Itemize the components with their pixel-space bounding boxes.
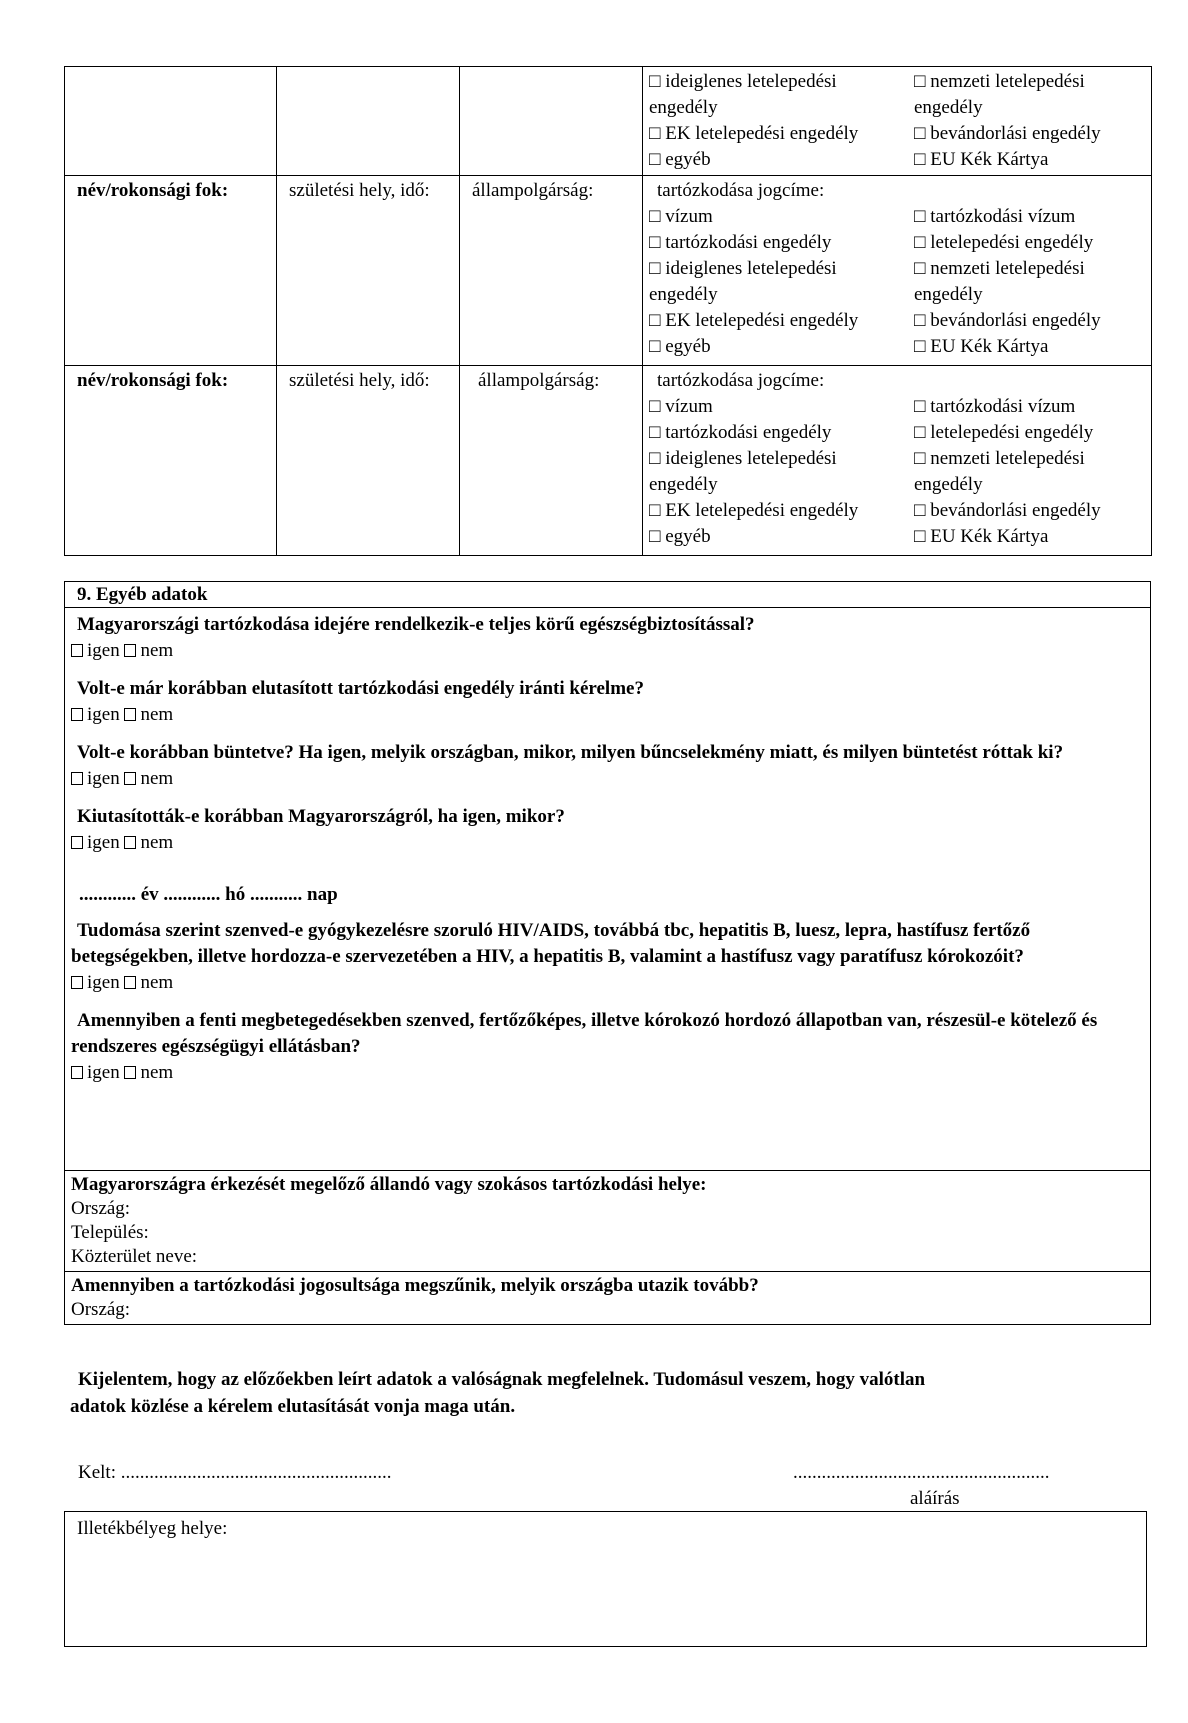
- citizenship-label-text: állampolgárság:: [472, 180, 594, 201]
- question-criminal-record: [71, 740, 1146, 792]
- status-option[interactable]: □ tartózkodási engedély: [649, 232, 832, 253]
- citizenship-label-text: állampolgárság:: [478, 370, 600, 391]
- name-relation-label[interactable]: név/rokonsági fok:: [65, 176, 277, 366]
- status-option[interactable]: □ bevándorlási engedély: [914, 500, 1101, 521]
- question-text: Magyarországi tartózkodása idejére rendelkezik-e teljes körű egészségbiztosítással?: [77, 614, 755, 635]
- status-option[interactable]: □ tartózkodási engedély: [649, 422, 832, 443]
- question-text: Volt-e már korábban elutasított tartózkodási engedély iránti kérelme?: [77, 678, 644, 699]
- street-field[interactable]: Közterület neve:: [71, 1246, 198, 1267]
- checkbox-icon: [71, 708, 83, 721]
- status-option[interactable]: □ letelepedési engedély: [914, 422, 1094, 443]
- yes-checkbox[interactable]: igen: [71, 1062, 120, 1083]
- fee-stamp-label: Illetékbélyeg helye:: [77, 1518, 228, 1539]
- signature-label: aláírás: [910, 1488, 960, 1509]
- no-checkbox[interactable]: nem: [124, 1062, 173, 1083]
- no-checkbox[interactable]: nem: [124, 640, 173, 661]
- yes-checkbox[interactable]: igen: [71, 640, 120, 661]
- question-previous-rejection: [71, 676, 1146, 728]
- table-row: [65, 366, 1152, 556]
- question-infectious-disease: [71, 918, 1146, 996]
- checkbox-icon: [124, 1066, 136, 1079]
- status-option[interactable]: □ vízum: [649, 396, 713, 417]
- status-option[interactable]: □ EK letelepedési engedély: [649, 123, 859, 144]
- yes-no-answer: [71, 766, 1146, 792]
- birth-label-text: születési hely, idő:: [289, 180, 430, 201]
- name-cell-empty[interactable]: [65, 67, 277, 176]
- citizenship-label[interactable]: [460, 366, 643, 556]
- expulsion-date-field[interactable]: ............ év ............ hó ........... nap: [79, 884, 338, 905]
- birth-place-time-label[interactable]: [277, 176, 460, 366]
- yes-no-answer: [71, 638, 1146, 664]
- checkbox-icon: [124, 772, 136, 785]
- signature-field[interactable]: ......................................................: [793, 1462, 1050, 1483]
- status-cell: [643, 176, 1152, 366]
- checkbox-icon: [124, 644, 136, 657]
- other-data-section: [64, 581, 1151, 1325]
- question-expulsion: [71, 804, 1146, 908]
- status-option[interactable]: □ ideiglenes letelepedési engedély: [649, 71, 837, 118]
- status-option[interactable]: □ EK letelepedési engedély: [649, 500, 859, 521]
- checkbox-icon: [124, 836, 136, 849]
- status-option[interactable]: □ EU Kék Kártya: [914, 149, 1049, 170]
- yes-no-answer: [71, 702, 1146, 728]
- status-option[interactable]: □ egyéb: [649, 526, 711, 547]
- status-option[interactable]: □ ideiglenes letelepedési engedély: [649, 448, 837, 495]
- status-option[interactable]: □ egyéb: [649, 336, 711, 357]
- no-checkbox[interactable]: nem: [124, 704, 173, 725]
- no-checkbox[interactable]: nem: [124, 768, 173, 789]
- onward-travel-block: [65, 1271, 1150, 1324]
- questions-block: [65, 608, 1150, 1170]
- yes-checkbox[interactable]: igen: [71, 972, 120, 993]
- status-option[interactable]: □ EU Kék Kártya: [914, 526, 1049, 547]
- checkbox-icon: [71, 836, 83, 849]
- country-field[interactable]: Ország:: [71, 1198, 131, 1219]
- status-option[interactable]: □ bevándorlási engedély: [914, 310, 1101, 331]
- status-cell: [643, 67, 1152, 176]
- status-option[interactable]: □ tartózkodási vízum: [914, 206, 1076, 227]
- birth-label-text: születési hely, idő:: [289, 370, 430, 391]
- previous-residence-block: [65, 1170, 1150, 1271]
- status-label: tartózkodása jogcíme:: [657, 370, 825, 391]
- yes-no-answer: [71, 830, 1146, 856]
- previous-residence-heading: Magyarországra érkezését megelőző állandó vagy szokásos tartózkodási helye:: [71, 1174, 707, 1195]
- yes-checkbox[interactable]: igen: [71, 832, 120, 853]
- declaration-line: adatok közlése a kérelem elutasítását vonja maga után.: [70, 1396, 516, 1417]
- status-option[interactable]: □ letelepedési engedély: [914, 232, 1094, 253]
- status-option[interactable]: □ nemzeti letelepedési engedély: [914, 448, 1085, 495]
- question-text: Volt-e korábban büntetve? Ha igen, melyik országban, mikor, milyen bűncselekmény miatt, és milyen büntetést róttak ki?: [77, 742, 1064, 763]
- settlement-field[interactable]: Település:: [71, 1222, 149, 1243]
- checkbox-icon: [124, 976, 136, 989]
- question-text: Amennyiben a fenti megbetegedésekben szenved, fertőzőképes, illetve kórokozó hordozó állapotban van, részesül-e kötelező és rendszeres egészségügyi ellátásban?: [71, 1010, 1098, 1057]
- question-text: Kiutasították-e korábban Magyarországról, ha igen, mikor?: [77, 806, 565, 827]
- no-checkbox[interactable]: nem: [124, 972, 173, 993]
- yes-checkbox[interactable]: igen: [71, 768, 120, 789]
- name-relation-label[interactable]: név/rokonsági fok:: [65, 366, 277, 556]
- checkbox-icon: [71, 644, 83, 657]
- checkbox-icon: [71, 976, 83, 989]
- status-option[interactable]: □ EU Kék Kártya: [914, 336, 1049, 357]
- status-option[interactable]: □ ideiglenes letelepedési engedély: [649, 258, 837, 305]
- birth-cell-empty[interactable]: [277, 67, 460, 176]
- citizenship-cell-empty[interactable]: [460, 67, 643, 176]
- checkbox-icon: [124, 708, 136, 721]
- status-cell: [643, 366, 1152, 556]
- status-option[interactable]: □ nemzeti letelepedési engedély: [914, 71, 1085, 118]
- citizenship-label[interactable]: [460, 176, 643, 366]
- birth-place-time-label[interactable]: [277, 366, 460, 556]
- family-members-table: [64, 66, 1152, 556]
- declaration-text: [70, 1366, 1140, 1420]
- status-option[interactable]: □ vízum: [649, 206, 713, 227]
- status-label: tartózkodása jogcíme:: [657, 180, 825, 201]
- declaration-line: Kijelentem, hogy az előzőekben leírt adatok a valóságnak megfelelnek. Tudomásul veszem, hogy valótlan: [78, 1369, 926, 1390]
- country-field[interactable]: Ország:: [71, 1299, 131, 1320]
- no-checkbox[interactable]: nem: [124, 832, 173, 853]
- table-row: [65, 67, 1152, 176]
- status-option[interactable]: □ bevándorlási engedély: [914, 123, 1101, 144]
- yes-no-answer: [71, 1060, 1146, 1086]
- fee-stamp-box[interactable]: [64, 1511, 1147, 1647]
- section-title: 9. Egyéb adatok: [65, 582, 1150, 608]
- yes-checkbox[interactable]: igen: [71, 704, 120, 725]
- checkbox-icon: [71, 772, 83, 785]
- question-text: Tudomása szerint szenved-e gyógykezelésre szoruló HIV/AIDS, továbbá tbc, hepatitis B, luesz, lepra, hastífusz fertőző betegségekben, illetve hordozza-e szervezetében a HIV, a hepatitis B, valamint a hastífusz vagy paratífusz kórokozóit?: [71, 920, 1031, 967]
- onward-travel-heading: Amennyiben a tartózkodási jogosultsága megszűnik, melyik országba utazik tovább?: [71, 1275, 759, 1296]
- question-health-insurance: [71, 612, 1146, 664]
- status-option[interactable]: □ EK letelepedési engedély: [649, 310, 859, 331]
- status-option[interactable]: □ egyéb: [649, 149, 711, 170]
- table-row: [65, 176, 1152, 366]
- yes-no-answer: [71, 970, 1146, 996]
- question-medical-care: [71, 1008, 1146, 1086]
- status-option[interactable]: □ tartózkodási vízum: [914, 396, 1076, 417]
- status-option[interactable]: □ nemzeti letelepedési engedély: [914, 258, 1085, 305]
- date-place-field[interactable]: Kelt: .........................................................: [78, 1462, 392, 1483]
- checkbox-icon: [71, 1066, 83, 1079]
